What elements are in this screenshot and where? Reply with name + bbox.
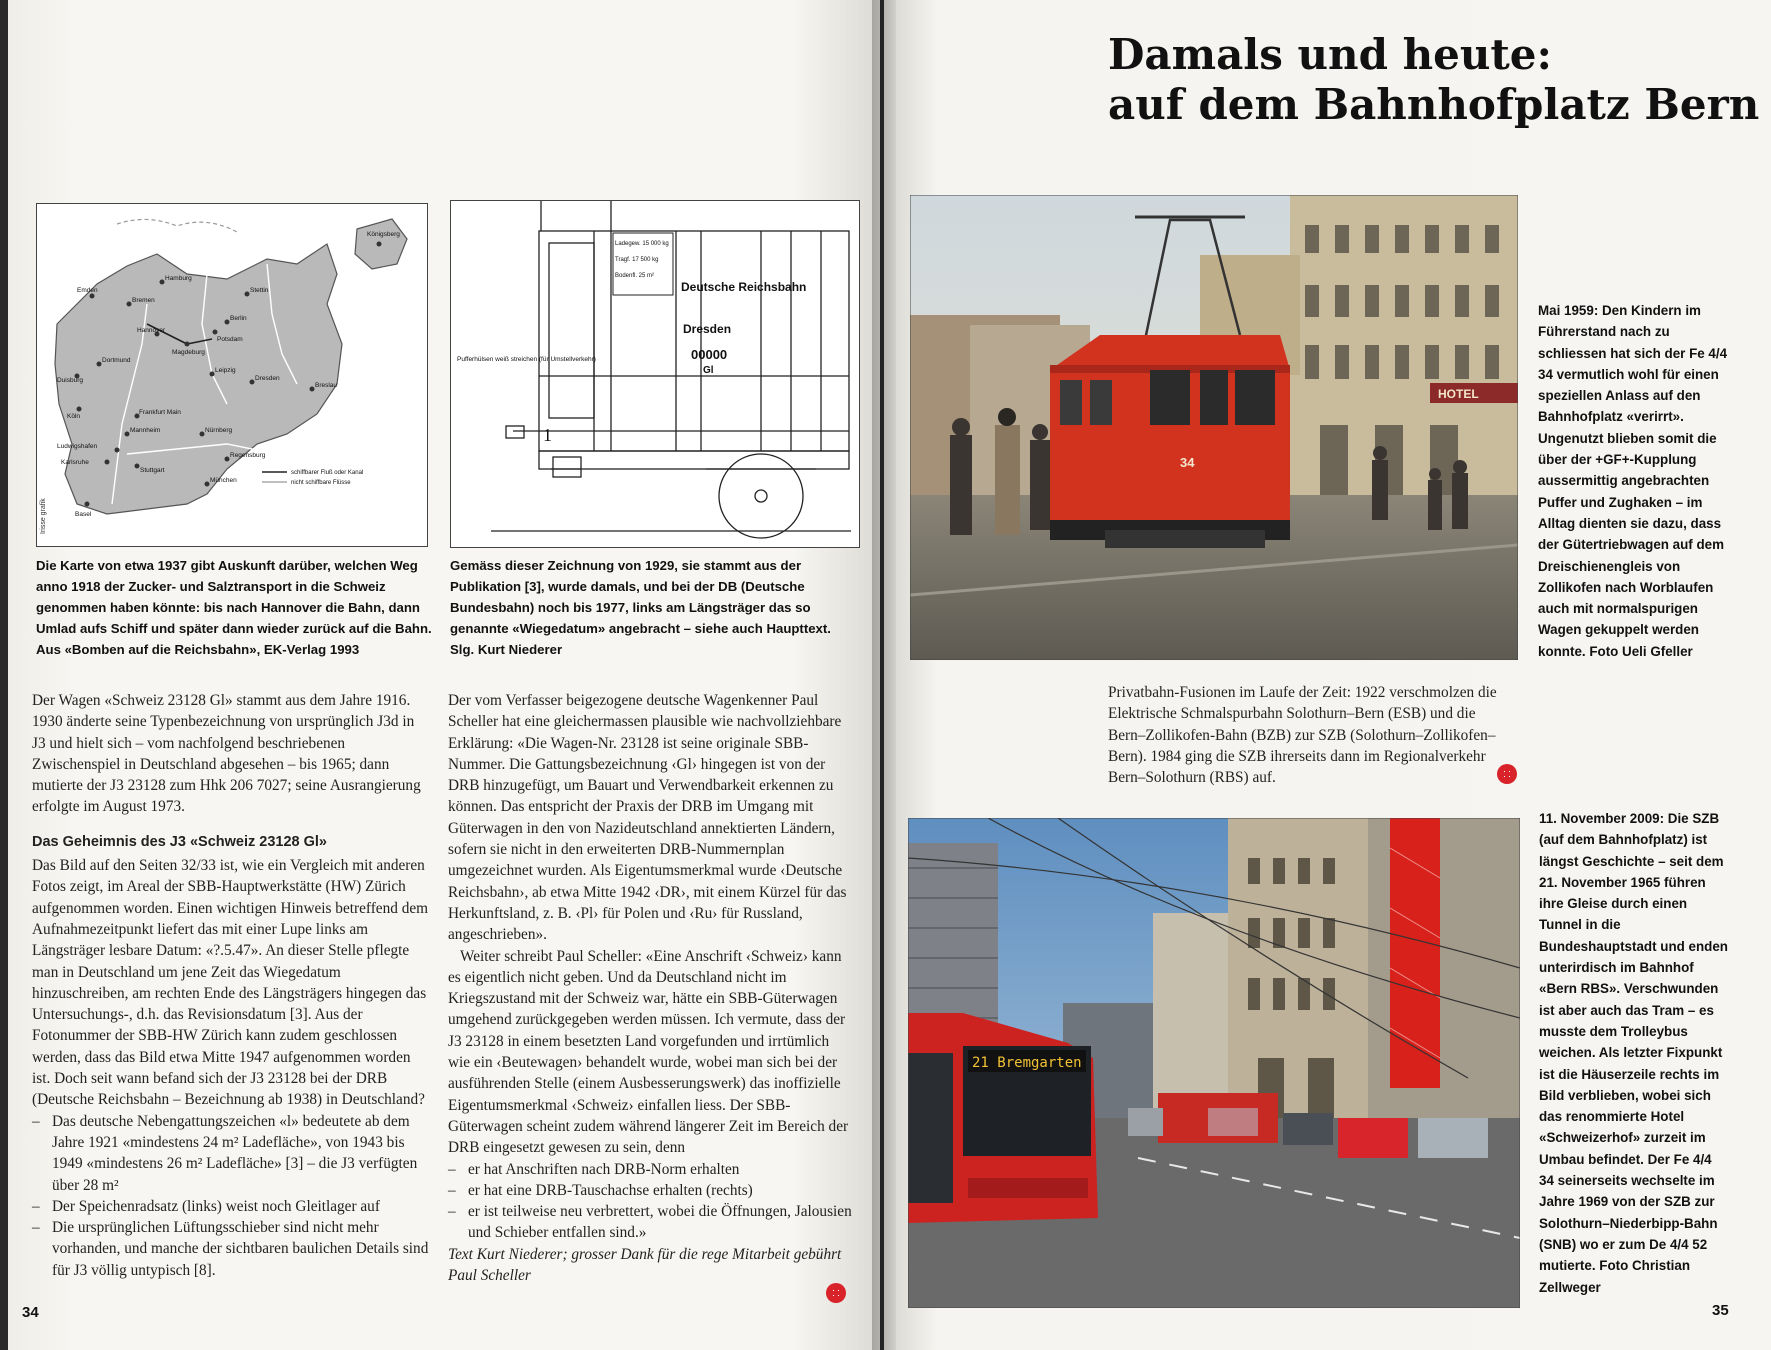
- drawing-label-gattung: Gl: [703, 365, 714, 376]
- list-item: – Der Speichenradsatz (links) weist noch Gleitlager auf: [52, 1196, 430, 1217]
- fusion-note: Privatbahn-Fusionen im Laufe der Zeit: 1922 verschmolzen die Elektrische Schmalspurbahn Solothurn–Bern (ESB) und die Bern–Zollikofen-Bahn (BZB) zur SZB (Solothurn–Zollikofen–Bern). 1984 ging die SZB ihrerseits dann im Regionalverkehr Bern–Solothurn (RBS) auf.: [1108, 684, 1497, 787]
- author-signature: Text Kurt Niederer; grosser Dank für die rege Mitarbeit gebührt Paul Scheller: [448, 1245, 842, 1285]
- bus-destination-display: 21 Bremgarten: [972, 1055, 1082, 1071]
- bullet-list: [448, 1159, 853, 1244]
- list-item: – Die ursprünglichen Lüftungsschieber sind nicht mehr vorhanden, und manche der sichtbaren baulichen Details sind für J3 völlig untypisch [8].: [52, 1217, 430, 1281]
- end-mark-icon: [1497, 764, 1517, 784]
- photo-tram-1959: [910, 195, 1518, 660]
- svg-text:1: 1: [543, 425, 552, 445]
- map-label: Nürnberg: [205, 427, 233, 434]
- section-heading: Das Geheimnis des J3 «Schweiz 23128 Gl»: [32, 833, 327, 850]
- drawing-label-reichsbahn: Deutsche Reichsbahn: [681, 280, 807, 294]
- map-label: Basel: [75, 511, 92, 518]
- map-label: Frankfurt Main: [139, 409, 181, 416]
- map-label: Hannover: [137, 327, 166, 334]
- page-title: Damals und heute: auf dem Bahnhofplatz Bern: [1108, 30, 1760, 129]
- map-label: Stuttgart: [140, 467, 165, 474]
- gutter-shadow: [872, 0, 896, 1350]
- map-label: Duisburg: [57, 377, 84, 384]
- list-item: – er ist teilweise neu verbrettert, wobei die Öffnungen, Jalousien und Schieber entfallen sind.»: [468, 1201, 853, 1244]
- list-item: – Das deutsche Nebengattungszeichen «l» bedeutete ab dem Jahre 1921 «mindestens 24 m² Ladefläche», von 1943 bis 1949 «mindestens 26 m² Ladefläche» [3] – die J3 verfügten über 28 m²: [52, 1111, 430, 1196]
- map-credit: Irisse grafik: [40, 498, 47, 534]
- map-label: Leipzig: [215, 367, 236, 374]
- map-label: Stettin: [250, 287, 269, 294]
- wagon-drawing: [451, 201, 859, 547]
- map-label: Potsdam: [217, 336, 243, 343]
- photo-trolleybus-2009: [908, 818, 1520, 1308]
- drawing-label-dresden: Dresden: [683, 322, 732, 336]
- photo2-caption: 11. November 2009: Die SZB (auf dem Bahnhofplatz) ist längst Geschichte – seit dem 21. November 1965 führen ihre Gleise durch einen Tunnel in die Bundeshauptstadt und enden unterirdisch im Bahnhof «Bern RBS». Verschwunden ist aber auch das Tram – es musste dem Trolleybus weichen. Als letzter Fixpunkt ist die Häuserzeile rechts im Bild verblieben, wobei sich das renommierte Hotel «Schweizerhof» zurzeit im Umbau befindet. Der Fe 4/4 34 seinerseits wechselte im Jahre 1969 von der SZB zur Solothurn–Niederbipp-Bahn (SNB) wo er zum De 4/4 52 mutierte. Foto Christian Zellweger: [1539, 811, 1728, 1295]
- wagon-drawing-figure: [450, 200, 860, 548]
- map-figure: [36, 203, 428, 547]
- map-legend-item: schiffbarer Fluß oder Kanal: [291, 470, 364, 476]
- drawing-caption: Gemäss dieser Zeichnung von 1929, sie stammt aus der Publikation [3], wurde damals, und bei der DB (Deutsche Bundesbahn) noch bis 1977, links am Längsträger das so genannte «Wiegedatum» angebracht – siehe auch Haupttext. Slg. Kurt Niederer: [450, 558, 831, 657]
- body-paragraph: Das Bild auf den Seiten 32/33 ist, wie ein Vergleich mit anderen Fotos zeigt, im Areal der SBB-Hauptwerkstätte (HW) Zürich aufgenommen worden. Einen wichtigen Hinweis betreffend dem Aufnahmezeitpunkt liefert das mit einer Lupe links am Längsträger lesbare Datum: «?.5.47». An dieser Stelle pflegte man in Deutschland um jene Zeit das Wiegedatum hinzuschreiben, am rechten Ende des Längsträgers hingegen das Untersuchungs-, d.h. das Revisionsdatum [3]. Aus der Fotonummer der SBB-HW Zürich kann zudem geschlossen werden, dass das Bild etwa Mitte 1947 aufgenommen worden ist. Doch seit wann befand sich der J3 23128 bei der DRB (Deutsche Reichsbahn – Bezeichnung ab 1938) in Deutschland?: [32, 857, 429, 1109]
- page-number: 34: [22, 1304, 39, 1321]
- germany-map: [37, 204, 427, 546]
- map-label: Regensburg: [230, 452, 266, 459]
- map-label: Köln: [67, 413, 81, 420]
- drawing-label-number: 00000: [691, 347, 728, 362]
- body-column-1: [32, 690, 430, 1281]
- drawing-label-bodenfl: Bodenfl. 25 m²: [615, 273, 655, 279]
- intro-paragraph: Der Wagen «Schweiz 23128 Gl» stammt aus dem Jahre 1916. 1930 änderte seine Typenbezeichnung von ursprünglich J3d in J3 und hielt sich – vom nachfolgend beschriebenen Zwischenspiel in Deutschland abgesehen – bis 1965; dann mutierte der J3 23128 zum Hhk 206 7027; seine Ausrangierung erfolgte im August 1973.: [32, 692, 421, 816]
- map-label: Breslau: [315, 382, 338, 389]
- map-legend-item: nicht schiffbare Flüsse: [291, 480, 351, 486]
- map-label: Ludwigshafen: [57, 443, 98, 450]
- list-item: – er hat Anschriften nach DRB-Norm erhalten: [468, 1159, 853, 1180]
- body-column-2: [448, 690, 853, 1286]
- map-label: Magdeburg: [172, 349, 205, 356]
- list-item: – er hat eine DRB-Tauschachse erhalten (rechts): [468, 1180, 853, 1201]
- map-label: Emden: [77, 287, 98, 294]
- drawing-label-ladegew: Ladegew. 15 000 kg: [615, 241, 669, 247]
- left-page: [8, 0, 880, 1350]
- map-label: Mannheim: [130, 427, 161, 434]
- map-label: Berlin: [230, 315, 247, 322]
- map-caption: Die Karte von etwa 1937 gibt Auskunft darüber, welchen Weg anno 1918 der Zucker- und Salztransport in die Schweiz genommen haben könnte: bis nach Hannover die Bahn, dann Umlad aufs Schiff und später dann wieder zurück auf die Bahn. Aus «Bomben auf die Reichsbahn», EK-Verlag 1993: [36, 558, 432, 657]
- map-label: Dortmund: [102, 357, 131, 364]
- map-label: Hamburg: [165, 275, 192, 282]
- page-number: 35: [1712, 1302, 1729, 1319]
- drawing-label-pufferhuelsen: Pufferhülsen weiß streichen (für Umstellverkehr): [457, 356, 596, 363]
- body-paragraph: Der vom Verfasser beigezogene deutsche Wagenkenner Paul Scheller hat eine gleichermassen plausible wie nachvollziehbare Erklärung: «Die Wagen-Nr. 23128 ist seine originale SBB-Nummer. Die Gattungsbezeichnung ‹Gl› hingegen ist von der DRB hinzugefügt, um Bauart und Verwendbarkeit erkennen zu können. Das entspricht der Praxis der DRB im Umgang mit Güterwagen in den von Nazideutschland annektierten Ländern, sofern sie nicht in den erweiterten DRB-Nummernplan umgezeichnet wurden. Als Eigentumsmerkmal wurde ‹Deutsche Reichsbahn›, ab etwa Mitte 1942 ‹DR›, mit einem Kürzel für das Herkunftsland, z. B. ‹Pl› für Polen und ‹Ru› für Russland, angeschrieben».: [448, 692, 847, 944]
- photo1-caption: Mai 1959: Den Kindern im Führerstand nach zu schliessen hat sich der Fe 4/4 34 vermutlich wohl für einen speziellen Anlass auf den Bahnhofplatz «verirrt». Ungenutzt blieben somit die über der +GF+-Kupplung aussermittig angebrachten Puffer und Zughaken – im Alltag dienten sie dazu, dass der Gütertriebwagen auf dem Dreischienengleis von Zollikofen nach Worblaufen auch mit normalspurigen Wagen gekuppelt werden konnte. Foto Ueli Gfeller: [1538, 303, 1728, 659]
- tram-number: 34: [1180, 455, 1195, 470]
- map-label: Bremen: [132, 297, 155, 304]
- map-label: Dresden: [255, 375, 280, 382]
- map-label: Karlsruhe: [61, 459, 89, 466]
- bullet-list: [32, 1111, 430, 1281]
- hotel-sign: HOTEL: [1438, 387, 1479, 401]
- map-label: Königsberg: [367, 231, 400, 238]
- right-page: [884, 0, 1771, 1350]
- map-label: München: [210, 477, 237, 484]
- end-mark-icon: [826, 1283, 846, 1303]
- body-paragraph: Weiter schreibt Paul Scheller: «Eine Anschrift ‹Schweiz› kann es eigentlich nicht geben. Und da Deutschland nicht im Kriegszustand mit der Schweiz war, hätte ein SBB-Güterwagen umgehend zurückgegeben werden müssen. Ich vermute, dass der J3 23128 in einem besetzten Land vorgefunden und irrtümlich wie ein ‹Beutewagen› behandelt wurde, wobei man sich bei der ausführenden Stelle (einem Ausbesserungswerk) das inoffizielle Eigentumsmerkmal ‹Schweiz› einfallen liess. Der SBB-Güterwagen scheint zudem während längerer Zeit im Bereich der DRB eingesetzt gewesen zu sein, denn: [448, 947, 849, 1157]
- drawing-label-tragf: Tragf. 17 500 kg: [615, 257, 659, 263]
